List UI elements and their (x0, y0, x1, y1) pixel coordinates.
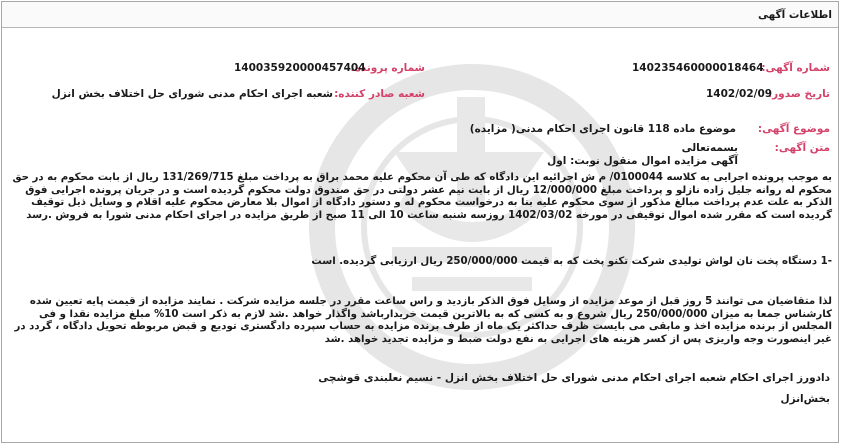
notice-paragraph-2: لذا متقاضیان می توانند 5 روز قبل از موعد مزایده از وسایل فوق الذکر بازدید و راس ساعت مقرر در جلسه مزایده شرکت . نمایند مزایده از قیمت پایه تعیین شده کارشناس جمعا به میزان 250/000/000 ریال شروع و به کسی که به بالاترین قیمت خریدارباشد واگذار خواهد .شد لازم به ذکر است 10% مبلغ مزایده نقدا و فی المجلس از برنده مزایده اخذ و مابقی می بایست ظرف حداکثر یک ماه از طرف برنده مزایده به حساب سپرده دادگستری تودیع و قبض مربوطه تحویل دادگاه ، گردد در غیر اینصورت وجه واریزی پس از کسر هزینه های اجرایی به نفع دولت ضبط و مزایده تجدید خواهد .شد (14, 296, 832, 345)
case-number-label: شماره پرونده: (350, 62, 425, 74)
ad-number-value: 140235460000018464 (632, 62, 764, 74)
issuer-value: شعبه اجرای احکام مدنی شورای حل اختلاف بخش انزل (51, 88, 333, 100)
header-title: اطلاعات آگهی (757, 9, 832, 21)
case-number-value: 140035920000457404 (234, 62, 366, 74)
body-label: متن آگهی: (774, 142, 830, 154)
notice-footer: بخش‌انزل (780, 393, 830, 405)
notice-panel (1, 1, 839, 443)
ad-number-label: شماره آگهی: (761, 62, 830, 74)
notice-signature: دادورز اجرای احکام شعبه اجرای احکام مدنی شورای حل اختلاف بخش انزل - نسیم نعلبندی قوشچی (318, 372, 830, 384)
subject-value: موضوع ماده 118 قانون اجرای احکام مدنی( مزایده) (469, 123, 736, 135)
notice-paragraph-1: به موجب پرونده اجرایی به کلاسه 0100044/ م ش اجرائیه این دادگاه که طی آن محکوم علیه محمد براق به پرداخت مبلغ 131/269/715 ریال از بابت محکوم به در حق محکوم له روانه جلیل زاده نازلو و پرداخت مبلغ 12/000/000 ریال از بابت نیم عشر دولتی در حق صندوق دولت محکوم گردیده است و در جریان پرونده اجرایی فوق الذکر به علت عدم پرداخت مبالغ مذکور از سوی محکوم علیه بنا به درخواست محکوم له و دستور دادگاه از اموال بلا معارض محکوم علیه اقلام و وسایل ذیل توقیف گردیده است که مقرر شده اموال توقیفی در مورخه 1402/03/02 روزسه شنبه ساعت 10 الی 11 صبح از طریق مزایده در اجرای احکام مدنی شورا به فروش .رسد (12, 172, 832, 221)
issuer-label: شعبه صادر کننده: (334, 88, 425, 100)
issue-date-label: تاریخ صدور: (767, 88, 830, 100)
notice-item-1: -1 دستگاه پخت نان لواش تولیدی شرکت تکنو پخت که به قیمت 250/000/000 ریال ارزیابی گردیده. است (311, 256, 832, 267)
subject-label: موضوع آگهی: (757, 123, 830, 135)
header-bar (2, 2, 838, 28)
issue-date-value: 1402/02/09 (706, 88, 773, 100)
notice-heading: آگهی مزایده اموال منقول نوبت: اول (547, 155, 738, 167)
notice-basmala: بسمه‌تعالی (681, 142, 738, 154)
